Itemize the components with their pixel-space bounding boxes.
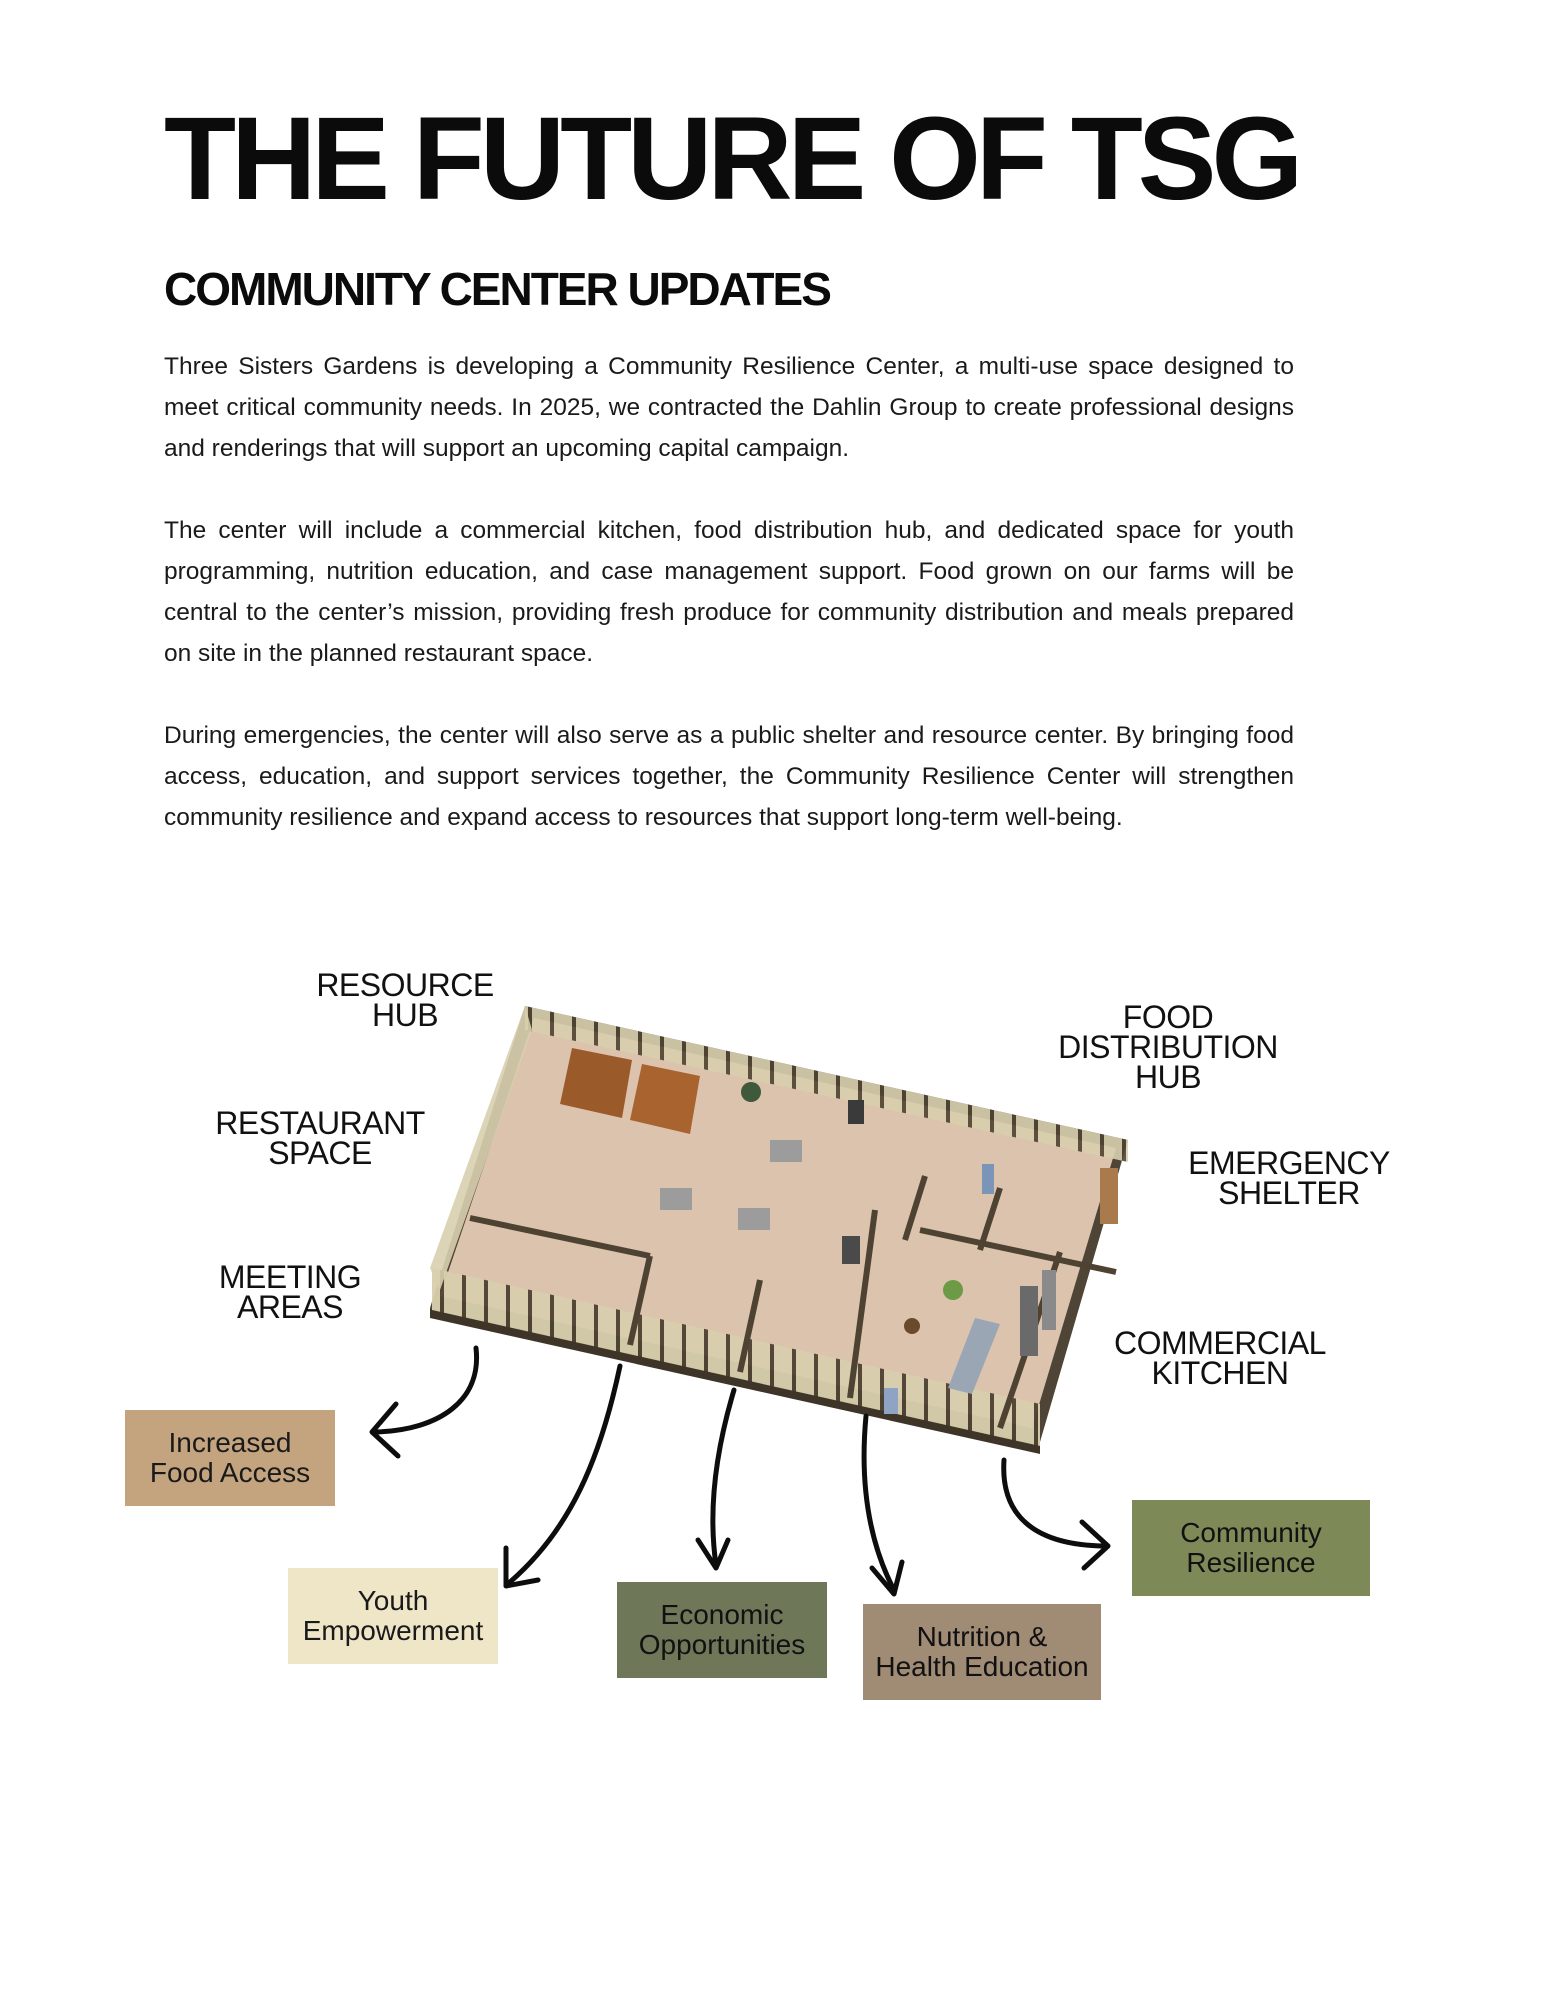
page-title: THE FUTURE OF TSG [164, 93, 1299, 225]
label-emergency-shelter: EMERGENCY SHELTER [1188, 1145, 1390, 1211]
outcome-economic-opportunities: Economic Opportunities [617, 1582, 827, 1678]
label-food-distribution-hub: FOOD DISTRIBUTION HUB [1058, 999, 1278, 1095]
label-restaurant-space: RESTAURANT SPACE [215, 1105, 425, 1171]
label-meeting-areas: MEETING AREAS [218, 1259, 362, 1325]
label-commercial-kitchen: COMMERCIAL KITCHEN [1114, 1325, 1326, 1391]
outcome-nutrition-health-education: Nutrition & Health Education [863, 1604, 1101, 1700]
label-resource-hub: RESOURCE HUB [316, 967, 494, 1033]
emergency-paragraph: During emergencies, the center will also serve as a public shelter and resource center. By bringing food access, education, and support services together, the Community Resilience Center will strengthen community resilience and expand access to resources that support long-term well-being. [164, 722, 1294, 831]
arrow-to-youth-empowerment [506, 1366, 620, 1586]
arrow-to-food-access [372, 1348, 477, 1456]
arrow-to-nutrition-education [864, 1416, 902, 1594]
outcome-youth-empowerment: Youth Empowerment [288, 1568, 498, 1664]
features-paragraph: The center will include a commercial kitchen, food distribution hub, and dedicated space for youth programming, nutrition education, and case management support. Food grown on our farms will be central to the center’s mission, providing fresh produce for community distribution and meals prepared on site in the planned restaurant space. [164, 517, 1294, 667]
arrow-to-community-resilience [1004, 1460, 1108, 1568]
section-subtitle: COMMUNITY CENTER UPDATES [164, 263, 830, 315]
intro-paragraph: Three Sisters Gardens is developing a Community Resilience Center, a multi-use space designed to meet critical community needs. In 2025, we contracted the Dahlin Group to create professional designs and renderings that will support an upcoming capital campaign. [164, 353, 1294, 462]
outcome-community-resilience: Community Resilience [1132, 1500, 1370, 1596]
outcome-increased-food-access: Increased Food Access [125, 1410, 335, 1506]
arrow-to-economic-opportunities [698, 1390, 734, 1568]
